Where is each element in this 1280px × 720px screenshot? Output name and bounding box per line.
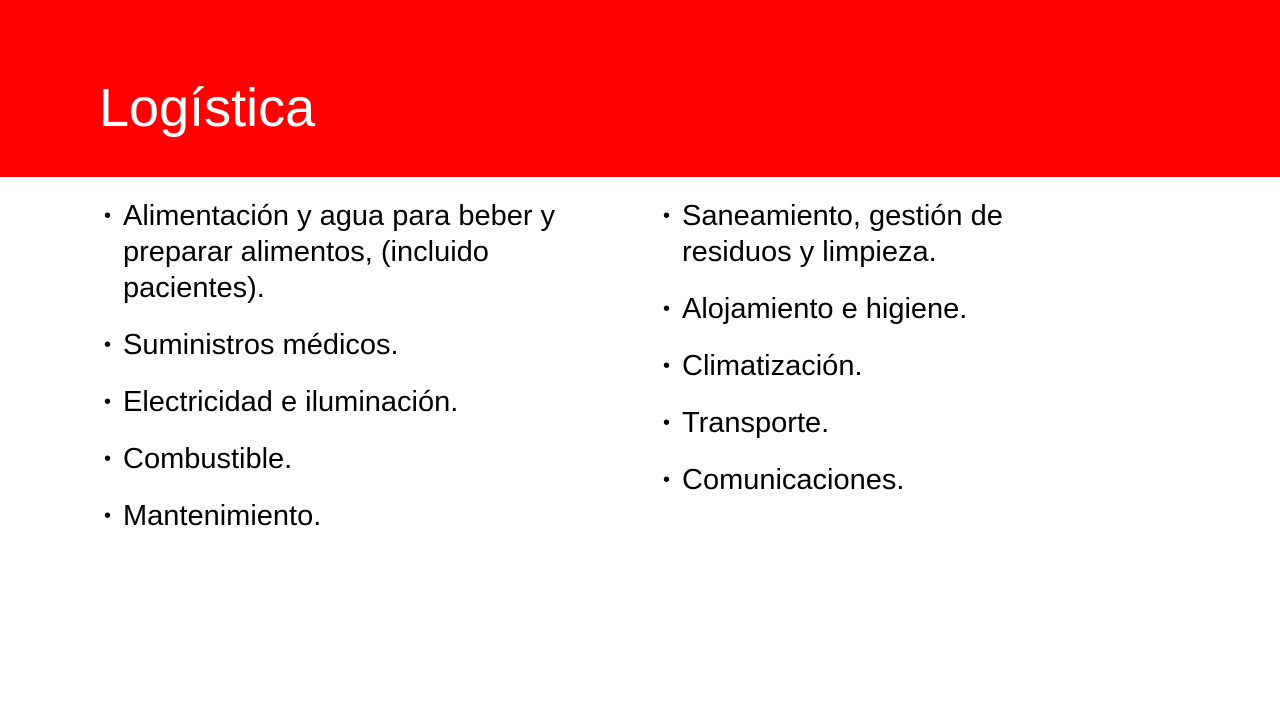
bullet-text: Mantenimiento. [123,500,322,532]
bullet-item [662,291,1092,327]
slide-title: Logística [99,78,316,138]
bullet-icon: • [104,448,112,470]
bullet-item [103,198,623,306]
bullet-icon: • [663,412,671,434]
bullet-text: Alojamiento e higiene. [682,293,968,325]
bullet-item [662,462,1092,498]
bullet-icon: • [104,205,112,227]
bullet-icon: • [663,355,671,377]
bullet-item [662,348,1092,384]
bullet-icon: • [104,391,112,413]
bullet-text: Alimentación y agua para beber y preparar alimentos, (incluido pacientes). [123,200,556,304]
bullet-icon: • [104,505,112,527]
bullet-text: Comunicaciones. [682,464,905,496]
bullet-item [662,405,1092,441]
header-band [0,0,1280,177]
bullet-text: Climatización. [682,350,863,382]
bullet-icon: • [104,334,112,356]
bullet-item [103,327,623,363]
bullet-text: Suministros médicos. [123,329,399,361]
bullet-icon: • [663,205,671,227]
bullet-icon: • [663,469,671,491]
right-bullet-list [662,198,1092,519]
bullet-text: Combustible. [123,443,293,475]
bullet-text: Saneamiento, gestión de residuos y limpieza. [682,200,1003,268]
bullet-text: Electricidad e iluminación. [123,386,459,418]
bullet-item [103,441,623,477]
bullet-item [103,384,623,420]
bullet-item [103,498,623,534]
left-bullet-list [103,198,623,555]
bullet-text: Transporte. [682,407,830,439]
bullet-icon: • [663,298,671,320]
bullet-item [662,198,1092,270]
